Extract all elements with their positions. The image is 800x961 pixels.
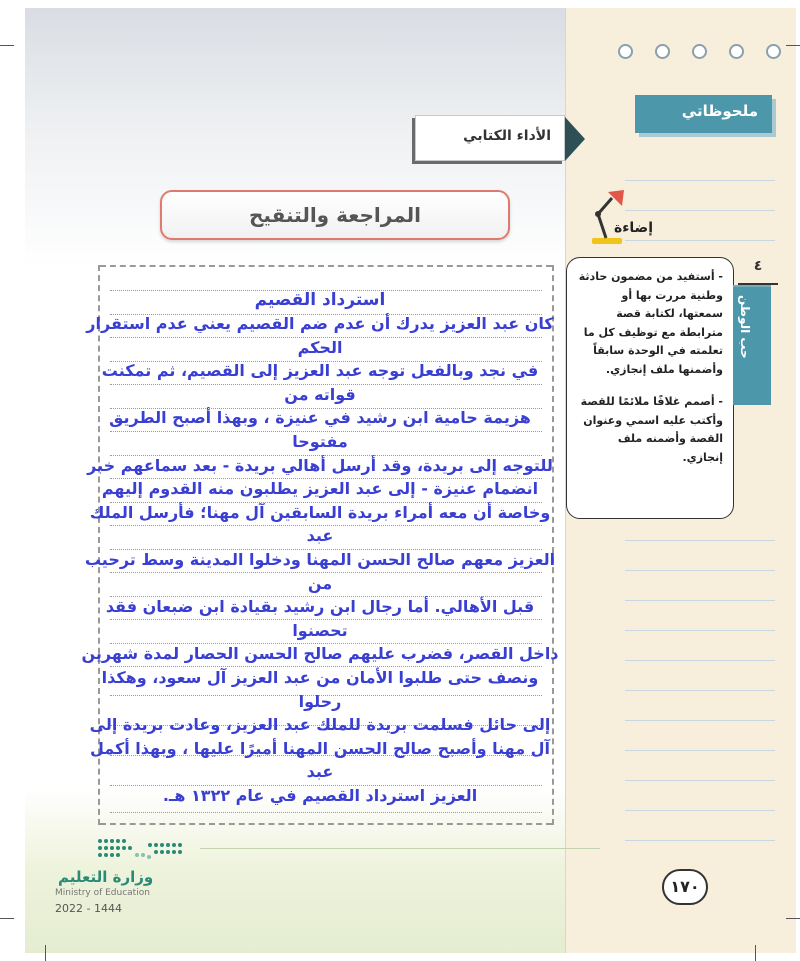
- essay-line: العزيز معهم صالح الحسن المهنا ودخلوا المدينة وسط ترحيب من: [84, 549, 556, 593]
- section-ribbon: [415, 115, 565, 161]
- notebook-line: [625, 840, 775, 841]
- notebook-line: [625, 690, 775, 691]
- essay-line: انضمام عنيزة - إلى عبد العزيز يطلبون منه القدوم إليهم: [101, 479, 539, 499]
- essay-text: [80, 288, 560, 807]
- essay-line: قبل الأهالي. أما رجال ابن رشيد بقيادة ابن ضبعان فقد تحصنوا: [105, 597, 535, 640]
- page-number: ١٧٠: [662, 869, 708, 905]
- essay-line: في نجد وبالفعل توجه عبد العزيز إلى القصيم، ثم تمكنت قواته من: [101, 361, 539, 404]
- crop-mark: [786, 918, 800, 919]
- notebook-line: [625, 720, 775, 721]
- essay-line: ونصف حتى طلبوا الأمان من عبد العزيز آل سعود، وهكذا رحلوا: [101, 667, 539, 711]
- essay-line: آل مهنا وأصبح صالح الحسن المهنا أميرًا عليها ، وبهذا أكمل عبد: [89, 738, 551, 782]
- section-ribbon-label: الأداء الكتابي: [463, 128, 551, 144]
- crop-mark: [0, 45, 14, 46]
- ribbon-tail: [565, 117, 585, 161]
- binder-ring-icon: [692, 44, 707, 59]
- crop-mark: [45, 945, 46, 961]
- tips-box: [566, 257, 734, 519]
- unit-tab: [733, 285, 771, 405]
- notes-label: ملحوظاتي: [681, 102, 758, 120]
- notebook-line: [625, 630, 775, 631]
- binder-ring-icon: [766, 44, 781, 59]
- crop-mark: [0, 918, 14, 919]
- notebook-line: [625, 600, 775, 601]
- footer-divider: [200, 848, 600, 849]
- essay-line: كان عبد العزيز يدرك أن عدم ضم القصيم يعني عدم استقرار الحكم: [86, 314, 554, 357]
- notebook-line: [625, 570, 775, 571]
- notebook-line: [625, 180, 775, 181]
- notes-tab: [635, 95, 772, 133]
- page-title: المراجعة والتنقيح: [249, 203, 421, 227]
- notebook-line: [625, 210, 775, 211]
- crop-mark: [755, 945, 756, 961]
- ministry-name-arabic: وزارة التعليم: [58, 868, 154, 886]
- notebook-line: [625, 750, 775, 751]
- notebook-line: [625, 660, 775, 661]
- writing-area-top-border: [100, 265, 552, 267]
- desk-lamp-icon: [588, 188, 638, 248]
- essay-line: هزيمة حامية ابن رشيد في عنيزة ، وبهذا أصبح الطريق مفتوحا: [109, 408, 531, 451]
- essay-title: استرداد القصيم: [254, 290, 386, 310]
- unit-number: ٤: [738, 253, 778, 285]
- essay-line: العزيز استرداد القصيم في عام ١٣٢٢ هـ.: [162, 785, 478, 805]
- tip-item: - أصمم غلافًا ملائمًا للقصة وأكتب عليه اسمي وعنوان القصة وأضمنه ملف إنجازي.: [580, 395, 723, 464]
- idaa-label: إضاءة: [614, 220, 654, 236]
- binder-ring-icon: [729, 44, 744, 59]
- essay-line: داخل القصر، فضرب عليهم صالح الحسن الحصار لمدة شهرين: [81, 644, 559, 664]
- crop-mark: [786, 45, 800, 46]
- notebook-line: [625, 240, 775, 241]
- binder-ring-icon: [618, 44, 633, 59]
- unit-label: حب الوطن: [738, 295, 752, 359]
- essay-line: وخاصة أن معه أمراء بريدة السابقين آل مهنا؛ فأرسل الملك عبد: [89, 502, 551, 546]
- notebook-line: [625, 780, 775, 781]
- vision-logo-icon: [95, 835, 190, 863]
- essay-line: إلى حائل فسلمت بريدة للملك عبد العزيز، وعادت بريدة إلى: [89, 715, 551, 735]
- dotted-line: [110, 812, 542, 813]
- writing-area-bottom-border: [100, 823, 552, 825]
- page-title-box: [160, 190, 510, 240]
- edition-year: 2022 - 1444: [55, 902, 122, 915]
- binder-ring-icon: [655, 44, 670, 59]
- notebook-line: [625, 810, 775, 811]
- tip-item: - أستفيد من مضمون حادثة وطنية مررت بها أو سمعتها، لكتابة قصة مترابطة مع توظيف كل ما تعلمته في الوحدة سابقاً وأضمنها ملف إنجازي.: [578, 270, 723, 376]
- essay-line: للتوجه إلى بريدة، وقد أرسل أهالي بريدة - بعد سماعهم خبر: [87, 455, 553, 475]
- ministry-name-english: Ministry of Education: [55, 888, 150, 898]
- notebook-line: [625, 540, 775, 541]
